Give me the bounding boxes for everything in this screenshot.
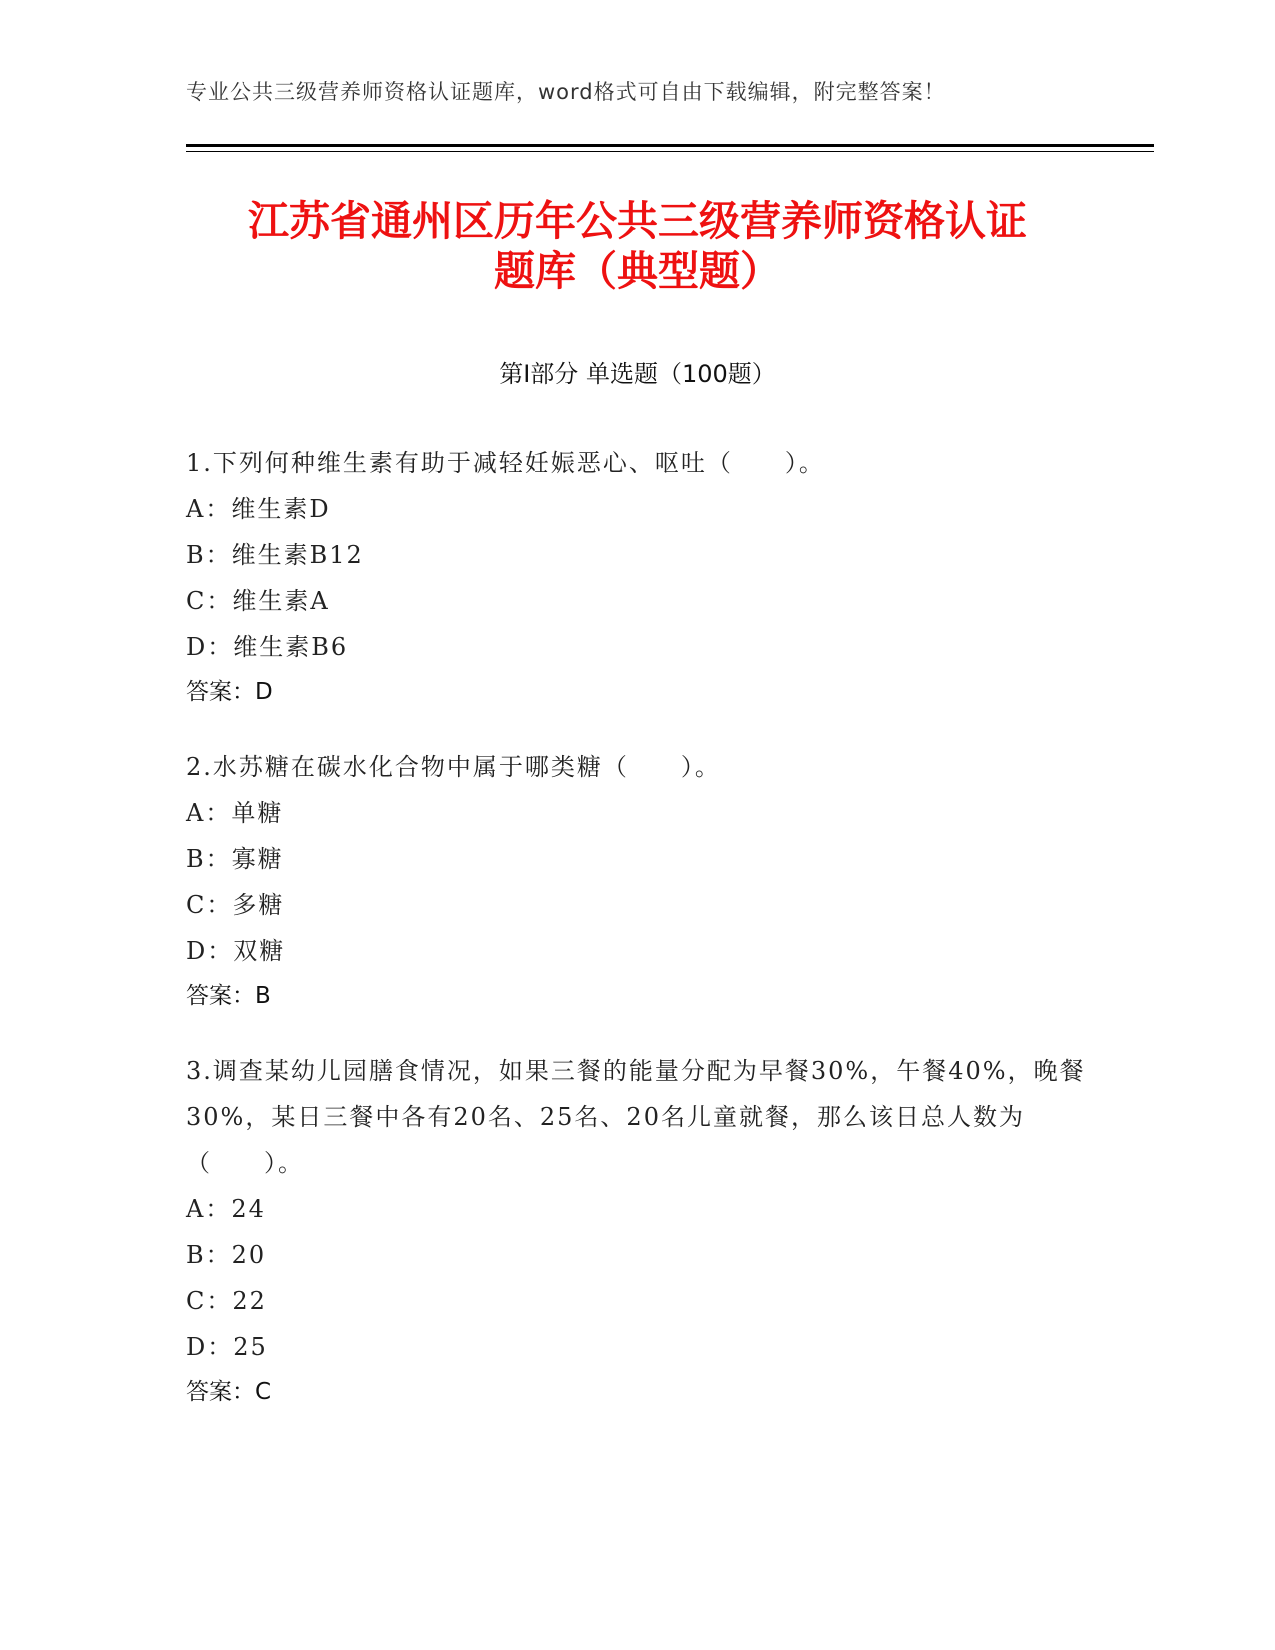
question-list xyxy=(186,440,1086,1444)
question-stem: 3.调查某幼儿园膳食情况，如果三餐的能量分配为早餐30%，午餐40%，晚餐30%，某日三餐中各有20名、25名、20名儿童就餐，那么该日总人数为（ ）。 xyxy=(186,1057,1086,1177)
section-title: 第Ⅰ部分 单选题（100题） xyxy=(499,360,776,388)
question-answer: 答案：C xyxy=(186,1379,272,1405)
question-option-b: B：寡糖 xyxy=(186,845,284,873)
question-answer: 答案：B xyxy=(186,983,271,1009)
question-option-b: B：20 xyxy=(186,1241,267,1269)
question-item xyxy=(186,744,1086,1018)
question-option-b: B：维生素B12 xyxy=(186,541,364,569)
question-option-a: A：24 xyxy=(186,1195,266,1223)
document-title-line-2: 题库（典型题） xyxy=(494,247,781,295)
question-option-d: D：维生素B6 xyxy=(186,633,349,661)
question-stem: 1.下列何种维生素有助于减轻妊娠恶心、呕吐（ ）。 xyxy=(186,449,825,477)
document-title xyxy=(150,196,1125,296)
question-stem: 2.水苏糖在碳水化合物中属于哪类糖（ ）。 xyxy=(186,753,721,781)
question-item xyxy=(186,1048,1086,1414)
question-answer: 答案：D xyxy=(186,679,273,705)
question-option-a: A：单糖 xyxy=(186,799,284,827)
question-option-c: C：22 xyxy=(186,1287,267,1315)
question-option-d: D：双糖 xyxy=(186,937,286,965)
document-title-line-1: 江苏省通州区历年公共三级营养师资格认证 xyxy=(248,197,1027,245)
header-rule-thin xyxy=(186,151,1154,152)
question-option-a: A：维生素D xyxy=(186,495,331,523)
question-item xyxy=(186,440,1086,714)
question-option-d: D：25 xyxy=(186,1333,268,1361)
question-option-c: C：维生素A xyxy=(186,587,330,615)
question-option-c: C：多糖 xyxy=(186,891,285,919)
header-rule-thick xyxy=(186,144,1154,147)
header-note: 专业公共三级营养师资格认证题库，word格式可自由下载编辑，附完整答案！ xyxy=(186,80,946,104)
